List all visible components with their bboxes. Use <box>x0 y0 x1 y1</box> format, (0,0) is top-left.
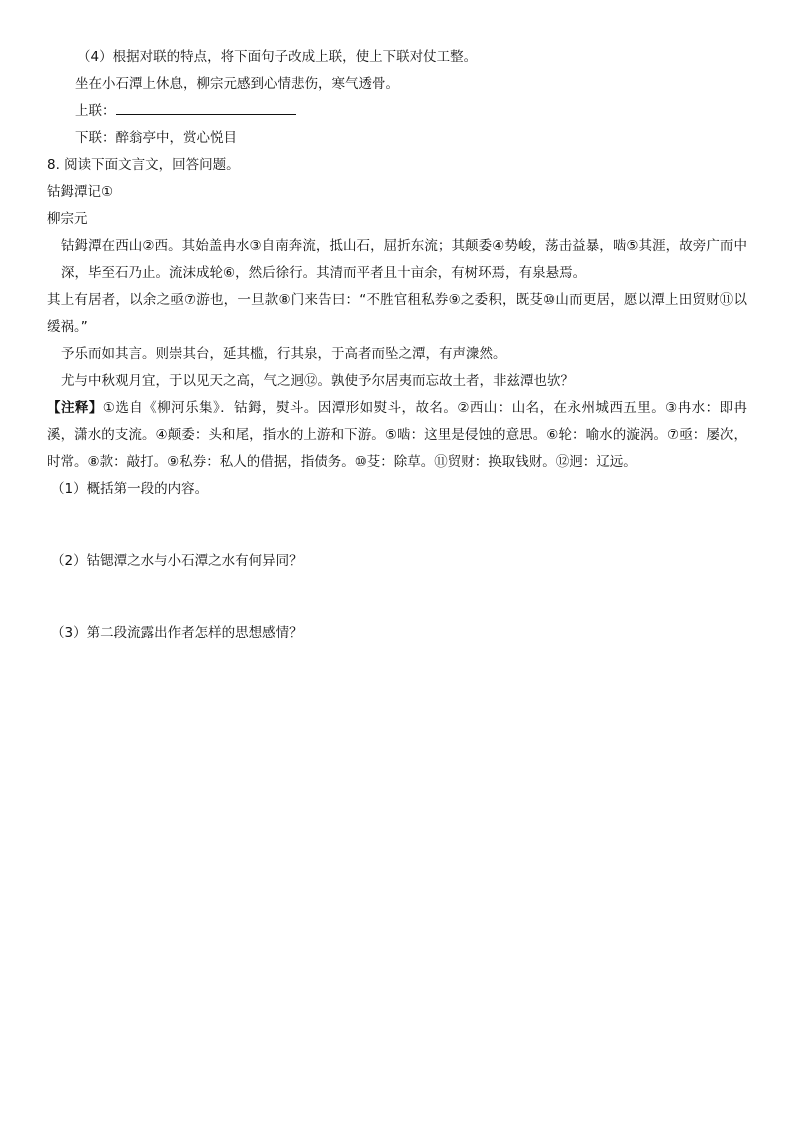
question-2: （2）钴锶潭之水与小石潭之水有何异同？ <box>51 553 303 569</box>
q4-sentence: 坐在小石潭上休息，柳宗元感到心情悲伤，寒气透骨。 <box>75 76 399 92</box>
question-3: （3）第二段流露出作者怎样的思想感情？ <box>51 625 303 641</box>
passage-paragraph-4: 尤与中秋观月宜，于以见天之高，气之迥⑫。孰使予尔居夷而忘故土者，非兹潭也欤？ <box>61 373 574 389</box>
q4-lower-couplet: 下联：醉翁亭中，赏心悦目 <box>75 130 237 146</box>
upper-couplet-label: 上联： <box>75 103 116 119</box>
q8-intro: 8. 阅读下面文言文，回答问题。 <box>47 157 240 173</box>
document-page <box>47 44 747 647</box>
q4-upper-couplet <box>47 98 747 125</box>
passage-author: 柳宗元 <box>47 211 88 227</box>
answer-space-1[interactable] <box>47 503 747 548</box>
notes-text: ①选自《柳河乐集》．钴鉧，熨斗。因潭形如熨斗，故名。②西山：山名，在永州城西五里。③冉水：即冉溪，潇水的支流。④颠委：头和尾，指水的上游和下游。⑤啮：这里是侵蚀的意思。⑥轮：喻水的漩涡。⑦亟：屡次，时常。⑧款：敲打。⑨私券：私人的借据，指债务。⑩芟：除草。⑪贸财：换取钱财。⑫迥：辽远。 <box>47 400 747 470</box>
passage-notes <box>47 395 747 476</box>
passage-paragraph-3: 予乐而如其言。则崇其台，延其槛，行其泉，于高者而坠之潭，有声潨然。 <box>61 346 507 362</box>
passage-title: 钴鉧潭记① <box>47 184 114 200</box>
q4-prompt: （4）根据对联的特点，将下面句子改成上联，使上下联对仗工整。 <box>77 49 478 65</box>
answer-space-2[interactable] <box>47 575 747 620</box>
passage-paragraph-2: 其上有居者，以余之亟⑦游也，一旦款⑧门来告曰：“不胜官租私券⑨之委积，既芟⑩山而更居，愿以潭上田贸财⑪以缓祸。” <box>47 292 747 335</box>
question-1: （1）概括第一段的内容。 <box>51 481 209 497</box>
upper-couplet-blank[interactable] <box>116 100 296 115</box>
notes-label: 【注释】 <box>47 400 103 416</box>
passage-paragraph-1: 钴鉧潭在西山②西。其始盖冉水③自南奔流，抵山石，屈折东流；其颠委④势峻，荡击益暴，啮⑤其涯，故旁广而中深，毕至石乃止。流沫成轮⑥，然后徐行。其清而平者且十亩余，有树环焉，有泉悬焉。 <box>61 238 747 281</box>
